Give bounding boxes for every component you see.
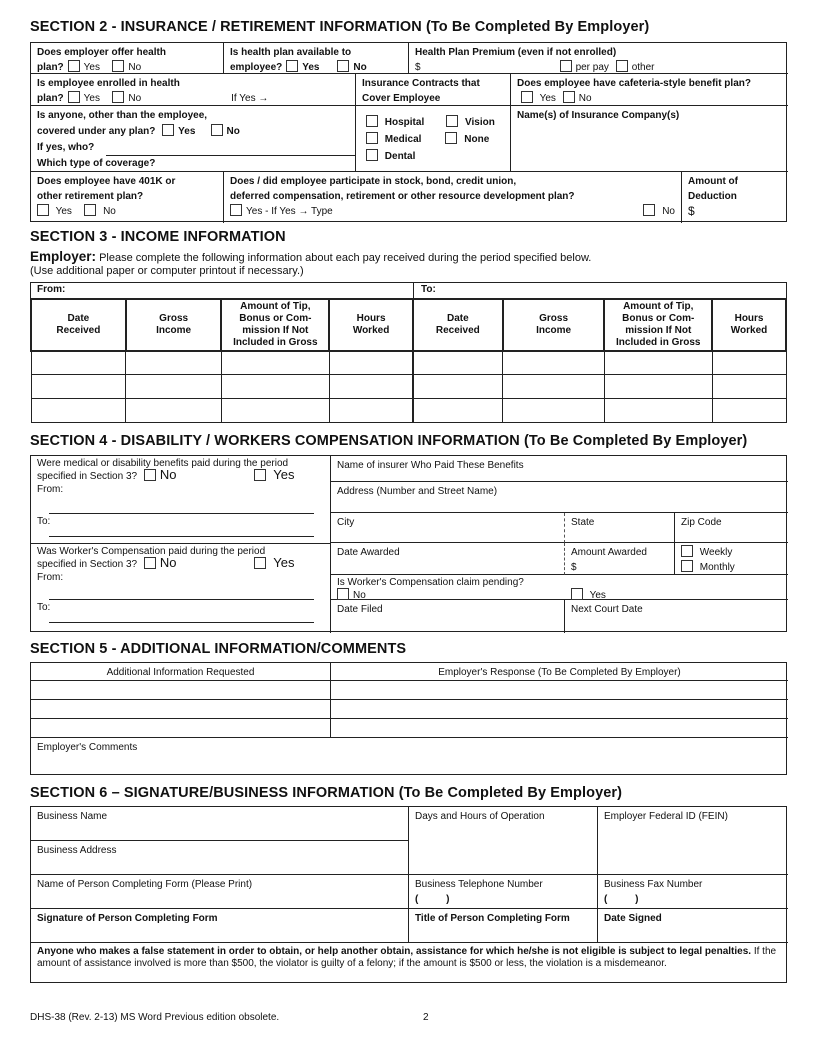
- zip-cell[interactable]: [675, 513, 788, 543]
- penalty-bold-text: Anyone who makes a false statement in order to obtain, or help another obtain, assistance for which he/she is not eligible is subject to legal penalties.: [37, 946, 752, 957]
- label: per pay: [575, 62, 609, 73]
- others-covered-cell: [31, 106, 356, 172]
- label: Monthly: [699, 562, 735, 573]
- benefits-to-line[interactable]: [49, 536, 314, 537]
- label: Employer's Comments: [37, 742, 138, 753]
- label: Yes: [55, 206, 72, 217]
- label: Additional Information Requested: [106, 667, 255, 678]
- premium-per-pay-checkbox[interactable]: [560, 60, 572, 72]
- label: Does employee have 401K or: [37, 176, 176, 187]
- participate-yes-checkbox[interactable]: [230, 204, 242, 216]
- label: Yes: [83, 93, 100, 104]
- income-row: [31, 398, 786, 422]
- label: specified in Section 3?: [37, 471, 138, 482]
- contracts-header-cell: [356, 74, 511, 106]
- premium-cell: [409, 43, 788, 74]
- enrolled-yes-checkbox[interactable]: [68, 91, 80, 103]
- income-row: [31, 374, 786, 398]
- label: $: [571, 562, 577, 573]
- claim-pending-cell: [331, 575, 788, 600]
- label: deferred compensation, retirement or other resource development plan?: [230, 191, 575, 202]
- area-code-parens: ( ): [415, 894, 450, 905]
- label: Date Awarded: [337, 547, 400, 558]
- page-number: 2: [423, 1012, 429, 1023]
- income-row: [31, 351, 786, 374]
- label: plan?: [37, 62, 64, 73]
- label: Is health plan available to: [230, 47, 352, 58]
- person-name-cell[interactable]: [31, 875, 409, 909]
- instructions-text-2: (Use additional paper or computer printout if necessary.): [30, 265, 304, 277]
- frequency-cell: [675, 543, 788, 575]
- label: Is employee enrolled in health: [37, 78, 180, 89]
- label: other: [631, 62, 655, 73]
- cafeteria-yes-checkbox[interactable]: [521, 91, 533, 103]
- label: Name of insurer Who Paid These Benefits: [337, 460, 524, 471]
- label: Date Filed: [337, 604, 383, 615]
- offer-health-yes-checkbox[interactable]: [68, 60, 80, 72]
- label: No: [662, 206, 675, 217]
- none-checkbox[interactable]: [445, 132, 457, 144]
- state-cell[interactable]: [565, 513, 675, 543]
- section-3-instructions: [30, 250, 591, 278]
- label: From:: [37, 484, 64, 495]
- label: Cover Employee: [362, 93, 441, 104]
- date-awarded-cell[interactable]: [331, 543, 565, 575]
- label: Is anyone, other than the employee,: [37, 110, 208, 121]
- label: Yes: [302, 62, 320, 73]
- info-requested-cell[interactable]: [31, 700, 331, 719]
- label: City: [337, 517, 355, 528]
- label: Business Address: [37, 845, 117, 856]
- label: Were medical or disability benefits paid during the period: [37, 458, 289, 469]
- label: Deduction: [688, 191, 737, 202]
- amount-awarded-cell[interactable]: [565, 543, 675, 575]
- others-covered-yes-checkbox[interactable]: [162, 124, 174, 136]
- label: Zip Code: [681, 517, 722, 528]
- vision-checkbox[interactable]: [446, 115, 458, 127]
- label: Business Telephone Number: [415, 879, 543, 890]
- participate-cell: [224, 172, 682, 223]
- label: Does employer offer health: [37, 47, 166, 58]
- label: other retirement plan?: [37, 191, 144, 202]
- label: Name of Person Completing Form (Please Print): [37, 879, 253, 890]
- col-info-requested: [31, 663, 331, 681]
- instructions-text: Please complete the following information about each pay received during the period specified below.: [99, 252, 592, 264]
- income-cell[interactable]: [413, 374, 503, 398]
- col-hours-worked: Hours Worked: [329, 299, 413, 351]
- label: No: [159, 555, 177, 570]
- employer-label: Employer:: [30, 249, 97, 264]
- label: Employer's Response (To Be Completed By Employer): [438, 667, 681, 678]
- col-gross-income-2: Gross Income: [503, 299, 605, 351]
- income-cell[interactable]: [31, 351, 126, 374]
- section-4-table: [30, 455, 787, 632]
- employer-response-cell[interactable]: [331, 719, 788, 738]
- label: No: [353, 590, 366, 601]
- title-person-cell[interactable]: [409, 909, 598, 943]
- section-6-table: [30, 806, 787, 983]
- income-period-row: [30, 282, 787, 298]
- income-header-row: [31, 299, 786, 351]
- income-cell[interactable]: [413, 398, 503, 422]
- income-cell[interactable]: [221, 398, 329, 422]
- weekly-checkbox[interactable]: [681, 545, 693, 557]
- label: specified in Section 3?: [37, 559, 138, 570]
- date-signed-cell[interactable]: [598, 909, 788, 943]
- insurance-company-cell[interactable]: [511, 106, 788, 172]
- label: Date Signed: [604, 913, 662, 924]
- label: Signature of Person Completing Form: [37, 913, 218, 924]
- income-cell[interactable]: [503, 374, 605, 398]
- business-name-cell[interactable]: [31, 807, 409, 841]
- label: Amount of: [688, 176, 738, 187]
- label: Yes: [273, 555, 295, 570]
- col-hours-worked-2: Hours Worked: [712, 299, 786, 351]
- info-requested-cell[interactable]: [31, 681, 331, 700]
- label: Does employee have cafeteria-style benefit plan?: [517, 78, 751, 89]
- label: Was Worker's Compensation paid during the period: [37, 546, 266, 557]
- income-cell[interactable]: [712, 398, 786, 422]
- section-3-title: SECTION 3 - INCOME INFORMATION: [30, 229, 286, 245]
- deduction-cell[interactable]: [682, 172, 788, 223]
- label: Next Court Date: [571, 604, 643, 615]
- col-date-received: Date Received: [31, 299, 126, 351]
- participate-no-checkbox[interactable]: [643, 204, 655, 216]
- col-gross-income: Gross Income: [126, 299, 222, 351]
- label: Vision: [465, 117, 495, 128]
- income-cell[interactable]: [712, 374, 786, 398]
- label: Insurance Contracts that: [362, 78, 480, 89]
- signature-cell[interactable]: [31, 909, 409, 943]
- days-hours-cell[interactable]: [409, 807, 598, 875]
- label: State: [571, 517, 595, 528]
- label: Name(s) of Insurance Company(s): [517, 110, 680, 121]
- label: To:: [37, 602, 51, 613]
- label: If yes, who?: [37, 142, 95, 153]
- monthly-checkbox[interactable]: [681, 560, 693, 572]
- label: Business Name: [37, 811, 108, 822]
- plan-available-cell: [224, 43, 409, 74]
- next-court-date-cell[interactable]: [565, 600, 788, 633]
- income-cell[interactable]: [31, 398, 126, 422]
- contracts-options-cell: [356, 106, 511, 172]
- label: Health Plan Premium (even if not enrolled): [415, 47, 617, 58]
- claim-no-checkbox[interactable]: [337, 588, 349, 600]
- label: employee?: [230, 62, 283, 73]
- income-cell[interactable]: [413, 351, 503, 374]
- label: Employer Federal ID (FEIN): [604, 811, 728, 822]
- income-cell[interactable]: [126, 351, 222, 374]
- area-code-parens: ( ): [604, 894, 639, 905]
- label: Address (Number and Street Name): [337, 486, 498, 497]
- label: Hospital: [384, 117, 425, 128]
- fein-cell[interactable]: [598, 807, 788, 875]
- label: Which type of coverage?: [37, 158, 156, 169]
- col-tip-bonus: Amount of Tip, Bonus or Com- mission If Not Included in Gross: [221, 299, 329, 351]
- penalty-notice: [31, 943, 788, 984]
- label: No: [353, 62, 367, 73]
- section-5-table: [30, 662, 787, 775]
- label: Days and Hours of Operation: [415, 811, 545, 822]
- label: No: [226, 126, 240, 137]
- benefits-yes-checkbox[interactable]: [254, 469, 266, 481]
- label: Dental: [384, 151, 416, 162]
- label: From:: [37, 572, 64, 583]
- enrolled-no-checkbox[interactable]: [112, 91, 124, 103]
- label: $: [415, 62, 421, 73]
- section-6-title: SECTION 6 – SIGNATURE/BUSINESS INFORMATION (To Be Completed By Employer): [30, 785, 623, 801]
- label: Yes: [178, 126, 196, 137]
- premium-other-checkbox[interactable]: [616, 60, 628, 72]
- 401k-yes-checkbox[interactable]: [37, 204, 49, 216]
- income-table: [30, 298, 787, 423]
- label: Yes: [83, 62, 100, 73]
- enrolled-cell: [31, 74, 356, 106]
- city-cell[interactable]: [331, 513, 565, 543]
- income-cell[interactable]: [221, 374, 329, 398]
- label: No: [103, 206, 116, 217]
- income-cell[interactable]: [221, 351, 329, 374]
- label: Title of Person Completing Form: [415, 913, 570, 924]
- label: Yes - If Yes → Type: [246, 206, 333, 217]
- income-cell[interactable]: [503, 351, 605, 374]
- employer-offer-health-cell: [31, 43, 224, 74]
- label: Does / did employee participate in stock, bond, credit union,: [230, 176, 517, 187]
- form-id: DHS-38 (Rev. 2-13) MS Word Previous edition obsolete.: [30, 1012, 280, 1023]
- label: Medical: [384, 134, 422, 145]
- income-cell[interactable]: [604, 374, 712, 398]
- wc-from-line[interactable]: [49, 599, 314, 600]
- label: Weekly: [699, 547, 733, 558]
- label: Yes: [539, 93, 556, 104]
- label: Business Fax Number: [604, 879, 703, 890]
- section-5-title: SECTION 5 - ADDITIONAL INFORMATION/COMMENTS: [30, 641, 407, 657]
- hospital-checkbox[interactable]: [366, 115, 378, 127]
- medical-checkbox[interactable]: [366, 132, 378, 144]
- plan-available-yes-checkbox[interactable]: [286, 60, 298, 72]
- wc-no-checkbox[interactable]: [144, 557, 156, 569]
- label: Amount Awarded: [571, 547, 647, 558]
- income-cell[interactable]: [329, 398, 413, 422]
- income-cell[interactable]: [712, 351, 786, 374]
- telephone-cell[interactable]: [409, 875, 598, 909]
- offer-health-no-checkbox[interactable]: [112, 60, 124, 72]
- wc-yes-checkbox[interactable]: [254, 557, 266, 569]
- section-2-title: SECTION 2 - INSURANCE / RETIREMENT INFORMATION (To Be Completed By Employer): [30, 19, 650, 35]
- label: No: [159, 467, 177, 482]
- retirement-401k-cell: [31, 172, 224, 223]
- benefits-paid-cell: [31, 456, 331, 544]
- label: Is Worker's Compensation claim pending?: [337, 577, 524, 588]
- 401k-no-checkbox[interactable]: [84, 204, 96, 216]
- fax-cell[interactable]: [598, 875, 788, 909]
- income-cell[interactable]: [329, 374, 413, 398]
- claim-yes-checkbox[interactable]: [571, 588, 583, 600]
- employer-comments-cell[interactable]: [31, 738, 788, 776]
- label: If Yes →: [231, 93, 269, 104]
- business-address-cell[interactable]: [31, 841, 409, 875]
- insurer-name-cell[interactable]: [331, 456, 788, 482]
- income-cell[interactable]: [31, 374, 126, 398]
- label: No: [128, 93, 142, 104]
- label: To:: [37, 516, 51, 527]
- wc-to-line[interactable]: [49, 622, 314, 623]
- label: Yes: [589, 590, 606, 601]
- benefits-no-checkbox[interactable]: [144, 469, 156, 481]
- income-cell[interactable]: [604, 398, 712, 422]
- col-tip-bonus-2: Amount of Tip, Bonus or Com- mission If Not Included in Gross: [604, 299, 712, 351]
- penalty-text: If the amount of assistance involved is more than $500, the violator is guilty of a felony; if the amount is $500 or less, the violation is a misdemeanor.: [37, 946, 777, 969]
- label: No: [128, 62, 142, 73]
- label: $: [688, 204, 695, 218]
- label: No: [578, 93, 592, 104]
- date-filed-cell[interactable]: [331, 600, 565, 633]
- label: Yes: [273, 467, 295, 482]
- income-cell[interactable]: [126, 374, 222, 398]
- label: None: [464, 134, 490, 145]
- label: covered under any plan?: [37, 126, 156, 137]
- income-cell[interactable]: [604, 351, 712, 374]
- income-cell[interactable]: [503, 398, 605, 422]
- plan-available-no-checkbox[interactable]: [337, 60, 349, 72]
- employer-response-cell[interactable]: [331, 681, 788, 700]
- income-cell[interactable]: [329, 351, 413, 374]
- to-label: To:: [421, 284, 436, 295]
- others-covered-no-checkbox[interactable]: [211, 124, 223, 136]
- benefits-from-line[interactable]: [49, 513, 314, 514]
- section-2-table: [30, 42, 787, 222]
- col-date-received-2: Date Received: [413, 299, 503, 351]
- label: plan?: [37, 93, 64, 104]
- section-4-title: SECTION 4 - DISABILITY / WORKERS COMPENSATION INFORMATION (To Be Completed By Employer): [30, 433, 748, 449]
- cafeteria-cell: [511, 74, 788, 106]
- col-employer-response: [331, 663, 788, 681]
- wc-paid-cell: [31, 544, 331, 633]
- dental-checkbox[interactable]: [366, 149, 378, 161]
- info-requested-cell[interactable]: [31, 719, 331, 738]
- income-cell[interactable]: [126, 398, 222, 422]
- cafeteria-no-checkbox[interactable]: [563, 91, 575, 103]
- from-label: From:: [37, 284, 66, 295]
- address-cell[interactable]: [331, 482, 788, 513]
- employer-response-cell[interactable]: [331, 700, 788, 719]
